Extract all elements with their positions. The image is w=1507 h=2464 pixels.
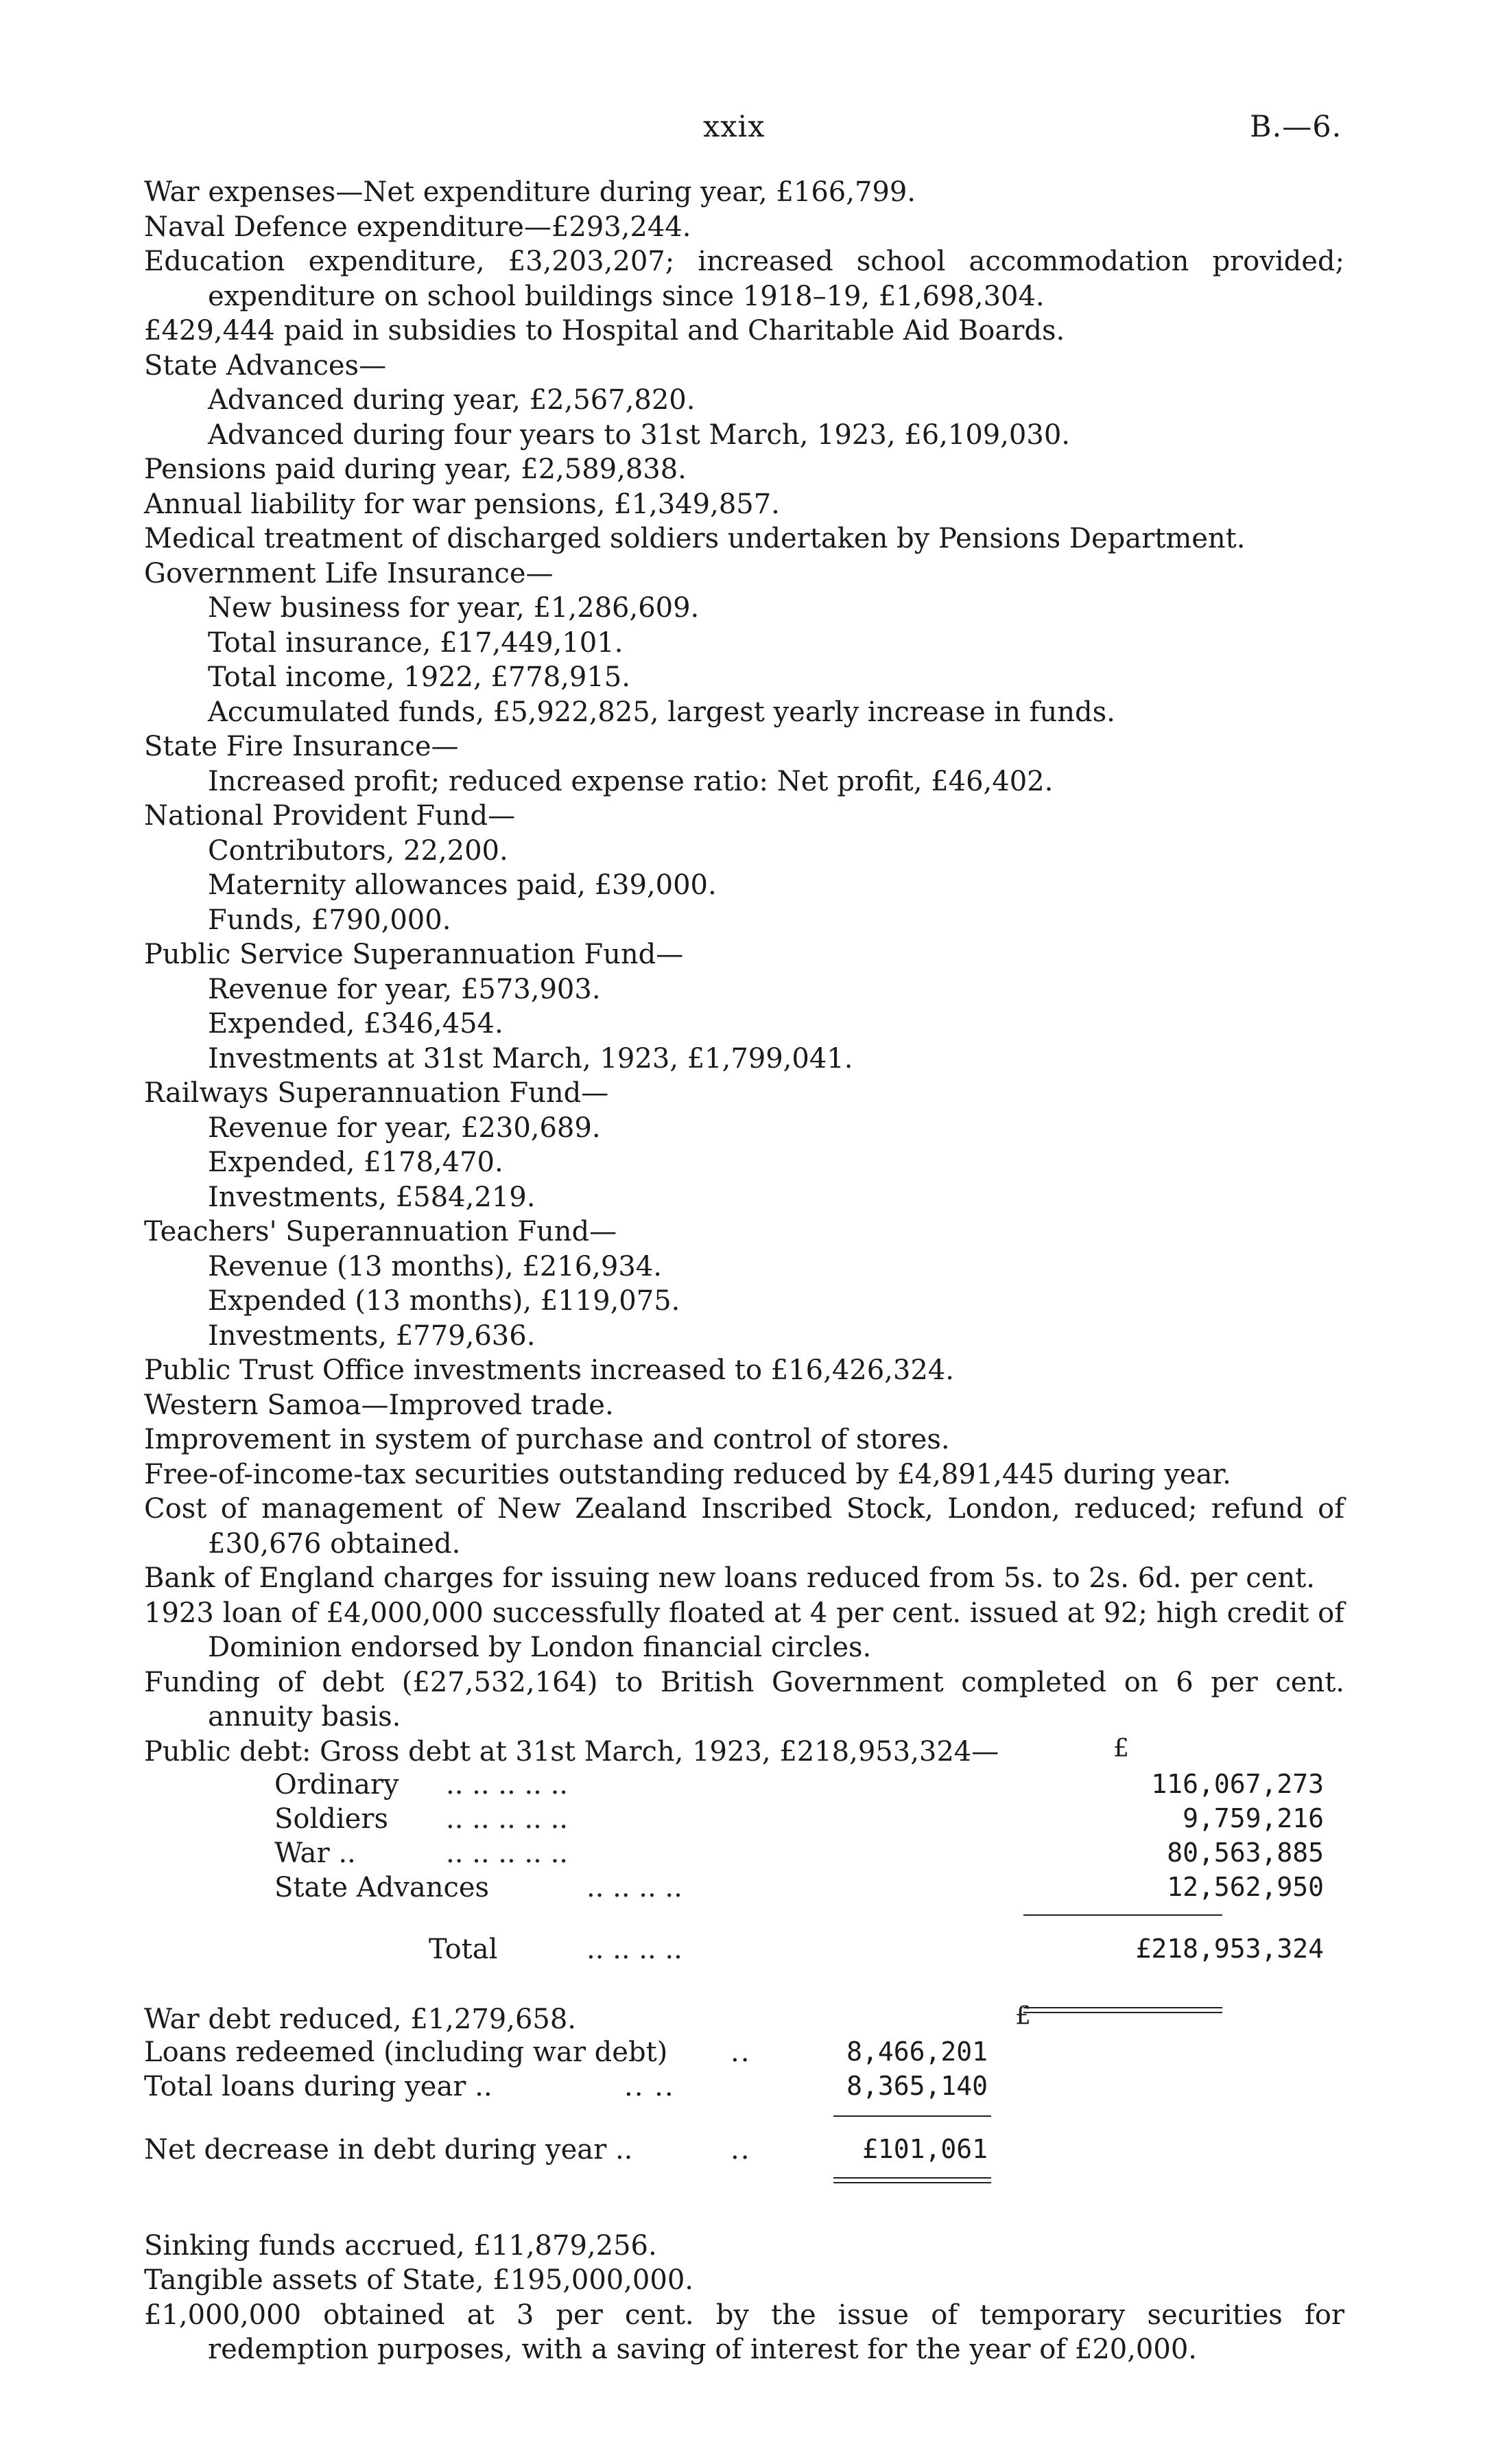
leader-dots: .. .. .. ..: [586, 1871, 683, 1903]
text-line: Medical treatment of discharged soldiers undertaken by Pensions Department.: [144, 523, 1246, 554]
leader-dots: .. .. .. ..: [586, 1933, 683, 1965]
text-line: £429,444 paid in subsidies to Hospital and Charitable Aid Boards.: [144, 315, 1065, 347]
subtotal-rule: [833, 2115, 991, 2117]
text-line: Expended, £346,454.: [208, 1008, 503, 1040]
text-line: Investments at 31st March, 1923, £1,799,041.: [208, 1042, 853, 1075]
leader-dots: .. ..: [624, 2070, 675, 2102]
section-heading: State Advances—: [144, 349, 387, 382]
text-line: Funding of debt (£27,532,164) to British Government completed on 6 per cent. annuity basis.: [144, 1666, 1344, 1733]
row-value: 80,563,885: [1167, 1837, 1324, 1868]
text-line: Western Samoa—Improved trade.: [144, 1389, 614, 1421]
public-debt-heading: Public debt: Gross debt at 31st March, 1923, £218,953,324—: [144, 1735, 999, 1768]
table-row: [274, 1769, 1344, 1803]
currency-label: £: [1015, 2002, 1031, 2030]
text-line: Pensions paid during year, £2,589,838.: [144, 454, 687, 485]
text-line: Contributors, 22,200.: [208, 834, 508, 867]
text-line: Total insurance, £17,449,101.: [208, 626, 624, 659]
text-line: Funds, £790,000.: [208, 904, 451, 936]
text-line: Accumulated funds, £5,922,825, largest yearly increase in funds.: [208, 696, 1115, 728]
public-debt-table: [144, 1734, 1344, 1965]
document-reference: B.—6.: [1250, 110, 1342, 144]
row-value: 116,067,273: [1151, 1768, 1324, 1799]
row-label: State Advances: [274, 1871, 490, 1903]
section-heading: State Fire Insurance—: [144, 731, 459, 762]
row-label: Soldiers: [274, 1803, 388, 1835]
table-row: [144, 2071, 1173, 2105]
text-line: Improvement in system of purchase and control of stores.: [144, 1424, 950, 1455]
total-row: [274, 1934, 1344, 1968]
table-row: [144, 2037, 1173, 2071]
net-label: Net decrease in debt during year ..: [144, 2133, 633, 2166]
text-line: Sinking funds accrued, £11,879,256.: [144, 2229, 657, 2262]
text-line: Cost of management of New Zealand Inscribed Stock, London, reduced; refund of £30,676 obtained.: [144, 1493, 1344, 1560]
text-line: Investments, £584,219.: [208, 1181, 536, 1213]
section-heading: Government Life Insurance—: [144, 557, 554, 589]
text-line: Total income, 1922, £778,915.: [208, 661, 630, 693]
text-line: Maternity allowances paid, £39,000.: [208, 869, 717, 901]
text-line: Annual liability for war pensions, £1,349,857.: [144, 488, 780, 520]
subtotal-rule: [1023, 1914, 1222, 1916]
text-line: New business for year, £1,286,609.: [208, 592, 700, 624]
loans-table: [144, 2002, 1344, 2229]
row-value: 9,759,216: [1183, 1803, 1324, 1833]
text-line: 1923 loan of £4,000,000 successfully floated at 4 per cent. issued at 92; high credit of Dominion endorsed by London financial circles.: [144, 1597, 1344, 1663]
text-line: Free-of-income-tax securities outstanding reduced by £4,891,445 during year.: [144, 1458, 1231, 1490]
row-value: 8,365,140: [846, 2070, 988, 2101]
row-label: Total loans during year ..: [144, 2070, 493, 2102]
net-row: [144, 2134, 1173, 2168]
text-line: Advanced during four years to 31st March, 1923, £6,109,030.: [208, 419, 1070, 451]
text-line: Advanced during year, £2,567,820.: [208, 384, 696, 416]
war-debt-line: War debt reduced, £1,279,658.: [144, 2003, 576, 2035]
text-line: Revenue for year, £573,903.: [208, 973, 601, 1005]
section-heading: National Provident Fund—: [144, 800, 516, 832]
text-line: Public Trust Office investments increased to £16,426,324.: [144, 1354, 954, 1386]
row-value: 12,562,950: [1167, 1871, 1324, 1902]
leader-dots: .. .. .. .. ..: [446, 1803, 569, 1835]
text-line: Increased profit; reduced expense ratio: Net profit, £46,402.: [208, 765, 1054, 797]
text-line: Expended (13 months), £119,075.: [208, 1285, 680, 1317]
text-line: Investments, £779,636.: [208, 1319, 536, 1352]
text-line: Expended, £178,470.: [208, 1147, 503, 1178]
text-line: Revenue (13 months), £216,934.: [208, 1250, 662, 1282]
document-body: [144, 175, 1344, 2367]
text-line: £1,000,000 obtained at 3 per cent. by the issue of temporary securities for redemption purposes, with a saving of interest for the year of £20,000.: [144, 2299, 1344, 2365]
text-line: Education expenditure, £3,203,207; increased school accommodation provided; expenditure on school buildings since 1918–19, £1,698,304.: [144, 246, 1344, 312]
row-value: 8,466,201: [846, 2036, 988, 2067]
section-heading: Teachers' Superannuation Fund—: [144, 1216, 617, 1247]
table-row: [274, 1803, 1344, 1838]
leader-dots: .. .. .. .. ..: [446, 1768, 569, 1800]
text-line: Revenue for year, £230,689.: [208, 1112, 601, 1144]
section-heading: Public Service Superannuation Fund—: [144, 939, 684, 970]
currency-label: £: [1113, 1734, 1129, 1763]
total-value: £218,953,324: [1135, 1933, 1324, 1964]
leader-dots: ..: [731, 2036, 751, 2068]
table-row: [274, 1872, 1344, 1906]
table-row: [274, 1838, 1344, 1872]
total-label: Total: [429, 1933, 498, 1965]
row-label: War ..: [274, 1837, 356, 1869]
row-label: Loans redeemed (including war debt): [144, 2036, 668, 2068]
leader-dots: .. .. .. .. ..: [446, 1837, 569, 1869]
net-value: £101,061: [862, 2133, 988, 2164]
text-line: Naval Defence expenditure—£293,244.: [144, 211, 691, 243]
row-label: Ordinary: [274, 1768, 399, 1800]
text-line: Bank of England charges for issuing new loans reduced from 5s. to 2s. 6d. per cent.: [144, 1562, 1315, 1594]
page-number: xxix: [703, 110, 766, 144]
net-double-rule: [833, 2177, 991, 2183]
leader-dots: ..: [731, 2133, 751, 2166]
text-line: War expenses—Net expenditure during year, £166,799.: [144, 176, 916, 208]
text-line: Tangible assets of State, £195,000,000.: [144, 2264, 693, 2296]
section-heading: Railways Superannuation Fund—: [144, 1077, 609, 1109]
